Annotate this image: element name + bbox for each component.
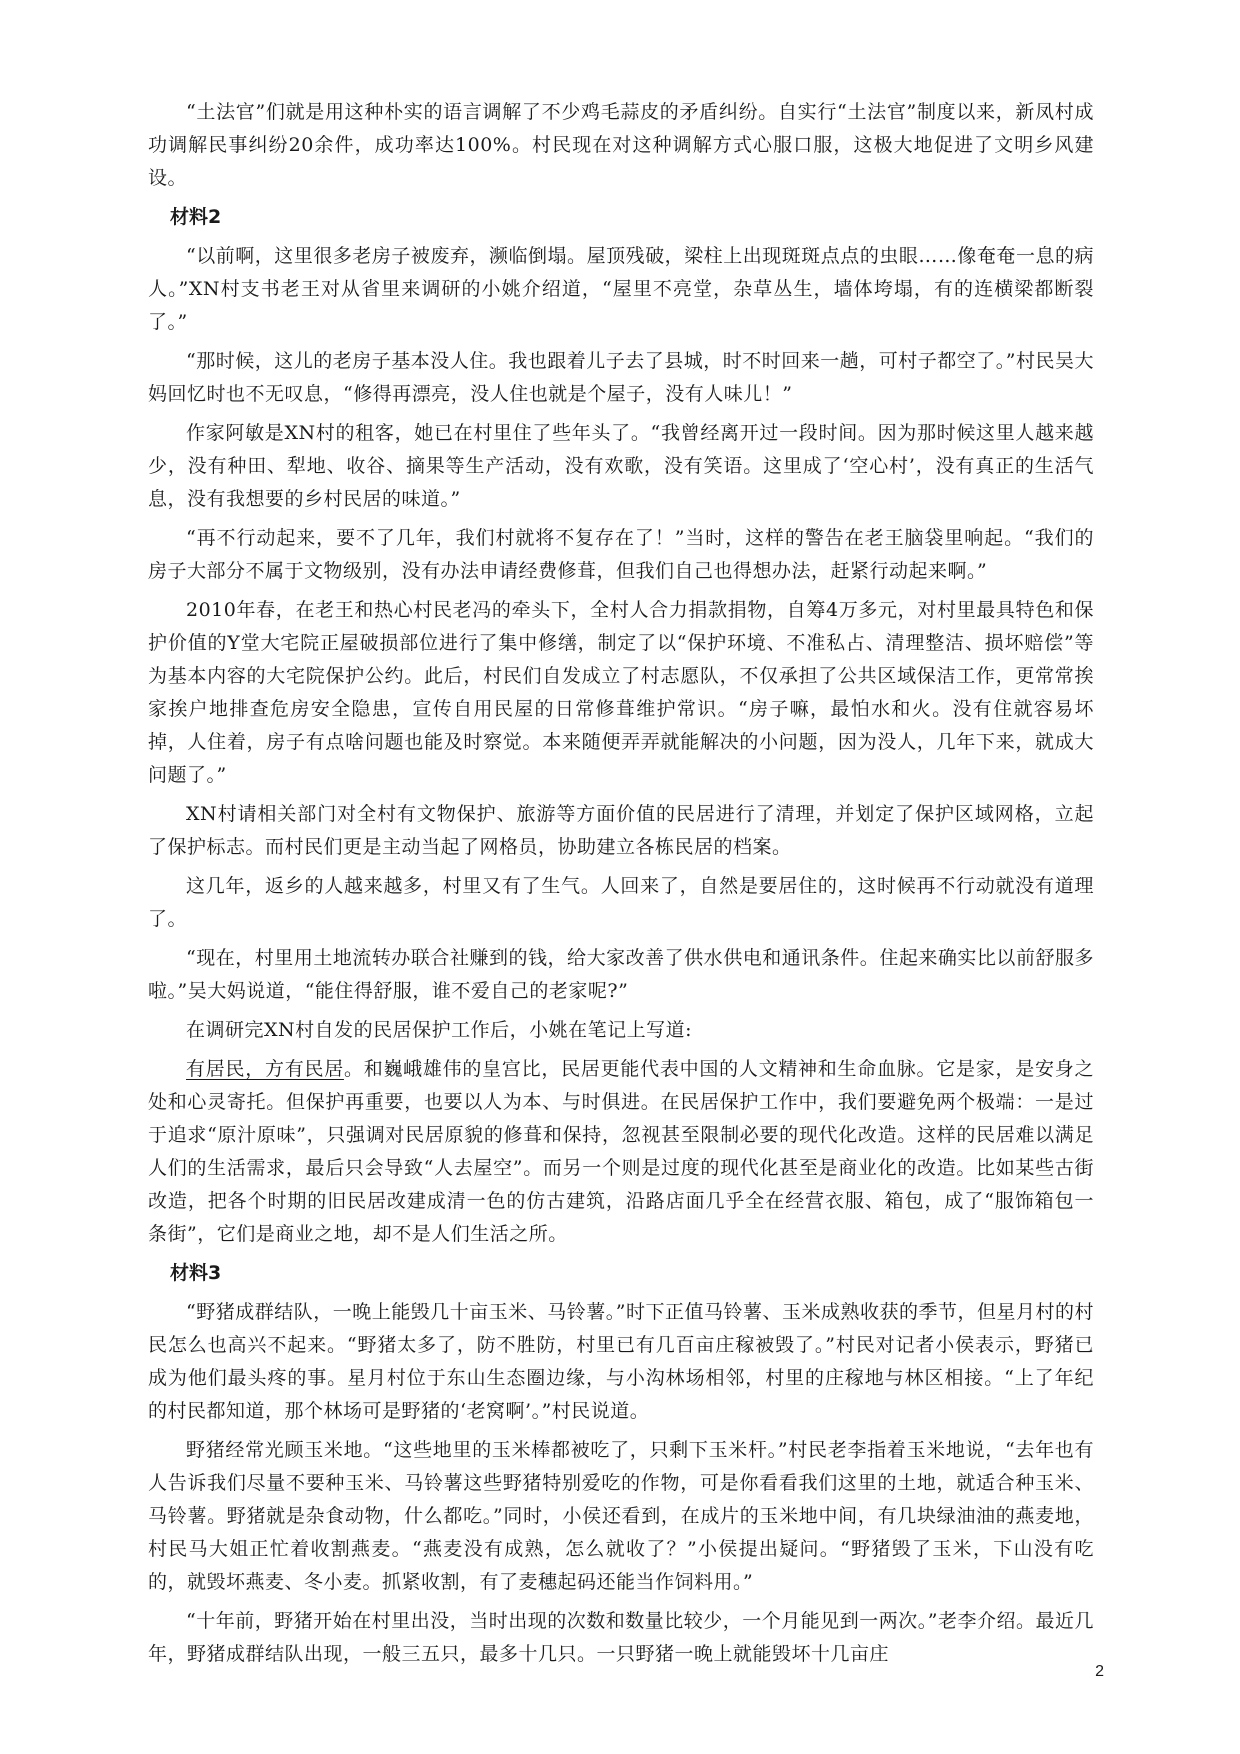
paragraph-wild-boar-groups: “野猪成群结队，一晚上能毁几十亩玉米、马铃薯。”时下正值马铃薯、玉米成熟收获的季节，但星月村的村民怎么也高兴不起来。“野猪太多了，防不胜防，村里已有几百亩庄稼被毁了。”村民对记者小侯表示，野猪已成为他们最头疼的事。星月村位于东山生态圈边缘，与小沟林场相邻，村里的庄稼地与林区相接。“上了年纪的村民都知道，那个林场可是野猪的‘老窝啊’。”村民说道。 [148,1301,1094,1422]
paragraph-yao-notes-body: 。和巍峨雄伟的皇宫比，民居更能代表中国的人文精神和生命血脉。它是家，是安身之处和心灵寄托。但保护再重要，也要以人为本、与时俱进。在民居保护工作中，我们要避免两个极端：一是过于追求“原汁原味”，只强调对民居原貌的修葺和保持，忽视甚至限制必要的现代化改造。这样的民居难以满足人们的生活需求，最后只会导致“人去屋空”。而另一个则是过度的现代化甚至是商业化的改造。比如某些古街改造，把各个时期的旧民居改建成清一色的仿古建筑，沿路店面几乎全在经营衣服、箱包，成了“服饰箱包一条街”，它们是商业之地，却不是人们生活之所。 [148,1058,1094,1245]
paragraph-ten-years-ago: “十年前，野猪开始在村里出没，当时出现的次数和数量比较少，一个月能见到一两次。”老李介绍。最近几年，野猪成群结队出现，一般三五只，最多十几只。一只野猪一晚上就能毁坏十几亩庄 [148,1610,1094,1665]
paragraph-tufaguan-summary: “土法官”们就是用这种朴实的语言调解了不少鸡毛蒜皮的矛盾纠纷。自实行“土法官”制度以来，新凤村成功调解民事纠纷20余件，成功率达100%。村民现在对这种调解方式心服口服，这极大地促进了文明乡风建设。 [148,101,1094,189]
paragraph-amin-tenant: 作家阿敏是XN村的租客，她已在村里住了些年头了。“我曾经离开过一段时间。因为那时候这里人越来越少，没有种田、犁地、收谷、摘果等生产活动，没有欢歌，没有笑语。这里成了‘空心村’，没有真正的生活气息，没有我想要的乡村民居的味道。” [148,422,1094,510]
underlined-phrase: 有居民，方有民居 [186,1058,344,1080]
paragraph-corn-field: 野猪经常光顾玉米地。“这些地里的玉米棒都被吃了，只剩下玉米杆。”村民老李指着玉米地说，“去年也有人告诉我们尽量不要种玉米、马铃薯这些野猪特别爱吃的作物，可是你看看我们这里的土地，就适合种玉米、马铃薯。野猪就是杂食动物，什么都吃。”同时，小侯还看到，在成片的玉米地中间，有几块绿油油的燕麦地，村民马大姐正忙着收割燕麦。“燕麦没有成熟，怎么就收了？”小侯提出疑问。“野猪毁了玉米，下山没有吃的，就毁坏燕麦、冬小麦。抓紧收割，有了麦穗起码还能当作饲料用。” [148,1439,1094,1593]
paragraph-protection-grid: XN村请相关部门对全村有文物保护、旅游等方面价值的民居进行了清理，并划定了保护区域网格，立起了保护标志。而村民们更是主动当起了网格员，协助建立各栋民居的档案。 [148,803,1094,858]
section-heading-material-2: 材料2 [170,206,222,228]
paragraph-return-home: 这几年，返乡的人越来越多，村里又有了生气。人回来了，自然是要居住的，这时候再不行动就没有道理了。 [148,875,1094,930]
section-heading-material-3: 材料3 [170,1262,222,1284]
paragraph-2010-repair: 2010年春，在老王和热心村民老冯的牵头下，全村人合力捐款捐物，自筹4万多元，对村里最具特色和保护价值的Y堂大宅院正屋破损部位进行了集中修缮，制定了以“保护环境、不准私占、清理整洁、损坏赔偿”等为基本内容的大宅院保护公约。此后，村民们自发成立了村志愿队，不仅承担了公共区域保洁工作，更常常挨家挨户地排查危房安全隐患，宣传自用民屋的日常修葺维护常识。“房子嘛，最怕水和火。没有住就容易坏掉，人住着，房子有点啥问题也能及时察觉。本来随便弄弄就能解决的小问题，因为没人，几年下来，就成大问题了。” [148,599,1094,786]
paragraph-warning: “再不行动起来，要不了几年，我们村就将不复存在了！”当时，这样的警告在老王脑袋里响起。“我们的房子大部分不属于文物级别，没有办法申请经费修葺，但我们自己也得想办法，赶紧行动起来啊。” [148,527,1094,582]
page-content [148,96,1094,1677]
paragraph-yao-notes-intro: 在调研完XN村自发的民居保护工作后，小姚在笔记上写道: [186,1019,693,1041]
page-number: 2 [1095,1663,1104,1680]
paragraph-wu-recollection: “那时候，这儿的老房子基本没人住。我也跟着儿子去了县城，时不时回来一趟，可村子都空了。”村民吴大妈回忆时也不无叹息，“修得再漂亮，没人住也就是个屋子，没有人味儿！” [148,350,1094,405]
paragraph-improved-living: “现在，村里用土地流转办联合社赚到的钱，给大家改善了供水供电和通讯条件。住起来确实比以前舒服多啦。”吴大妈说道，“能住得舒服，谁不爱自己的老家呢?” [148,947,1094,1002]
paragraph-old-houses: “以前啊，这里很多老房子被废弃，濒临倒塌。屋顶残破，梁柱上出现斑斑点点的虫眼……像奄奄一息的病人。”XN村支书老王对从省里来调研的小姚介绍道，“屋里不亮堂，杂草丛生，墙体垮塌，有的连横梁都断裂了。” [148,245,1094,333]
paragraph-yao-notes [148,1053,1094,1251]
